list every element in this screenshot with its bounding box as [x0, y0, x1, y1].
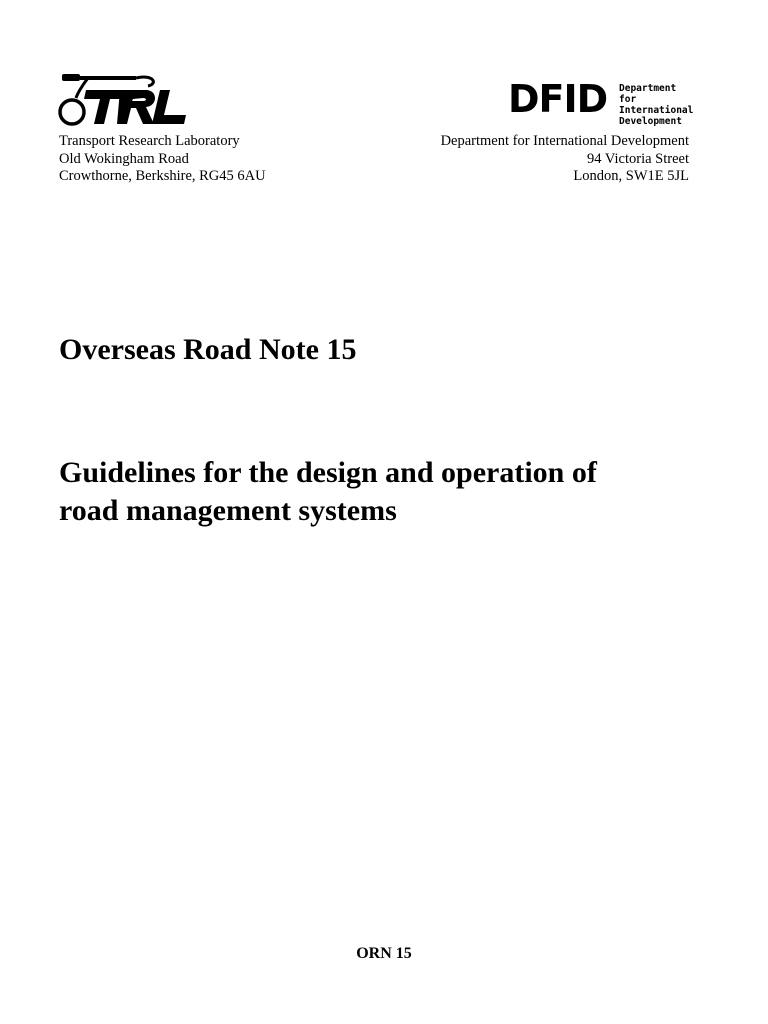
document-title-line: Guidelines for the design and operation of	[59, 456, 597, 489]
trl-address-line: Transport Research Laboratory	[59, 133, 240, 149]
dfid-logo-subtitle	[619, 83, 698, 127]
trl-logo	[58, 72, 192, 130]
dfid-logo-word: DFID	[508, 77, 608, 121]
dfid-address-line: 94 Victoria Street	[587, 150, 689, 167]
dfid-address-line: London, SW1E 5JL	[573, 168, 689, 184]
dfid-logo	[508, 77, 698, 127]
document-title	[59, 454, 597, 530]
document-title-line: road management systems	[59, 494, 397, 527]
trl-address	[59, 133, 266, 186]
document-code: ORN 15	[356, 945, 412, 962]
dfid-address-line: Department for International Development	[440, 133, 689, 149]
dfid-logo-sub-line: Development	[619, 116, 682, 127]
dfid-logo-sub-line: Department for	[619, 83, 677, 105]
dfid-logo-sub-line: International	[619, 105, 694, 116]
series-title: Overseas Road Note 15	[59, 333, 357, 366]
trl-logo-graphic	[58, 72, 192, 130]
trl-address-line: Old Wokingham Road	[59, 150, 189, 167]
trl-address-line: Crowthorne, Berkshire, RG45 6AU	[59, 168, 266, 184]
dfid-address	[441, 133, 689, 186]
